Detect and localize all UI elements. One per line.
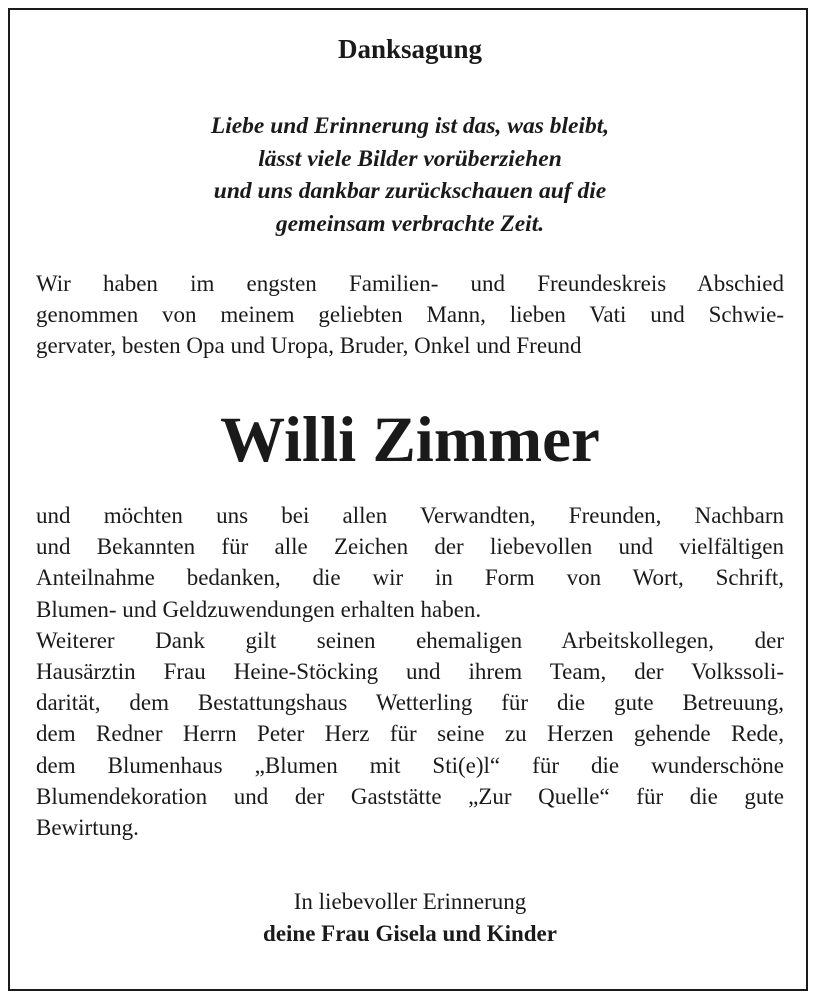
- thanks-line: Blumen- und Geldzuwendungen erhalten haben.: [36, 596, 482, 622]
- intro-line: Wir haben im engsten Familien- und Freundeskreis Abschied: [36, 271, 784, 296]
- thanks-paragraph: [36, 500, 784, 843]
- thanks-line: darität, dem Bestattungshaus Wetterling für die gute Betreuung,: [36, 690, 784, 716]
- thanks-line: Blumendekoration und der Gaststätte „Zur Quelle“ für die gute: [36, 783, 784, 809]
- thanks-line: dem Redner Herrn Peter Herz für seine zu Herzen gehende Rede,: [36, 721, 784, 747]
- verse: [36, 110, 784, 240]
- thanks-line: dem Blumenhaus „Blumen mit Sti(e)l“ für die wunderschöne: [36, 752, 784, 778]
- thanks-line: Bewirtung.: [36, 814, 139, 840]
- thanks-line: und möchten uns bei allen Verwandten, Freunden, Nachbarn: [36, 503, 784, 528]
- thanks-line: Anteilnahme bedanken, die wir in Form von Wort, Schrift,: [36, 565, 784, 591]
- verse-line: Liebe und Erinnerung ist das, was bleibt,: [210, 113, 610, 139]
- verse-line: und uns dankbar zurückschauen auf die: [213, 178, 607, 204]
- thanks-line: Weiterer Dank gilt seinen ehemaligen Arbeitskollegen, der: [36, 627, 784, 653]
- notice-frame: [8, 8, 808, 991]
- deceased-name: Willi Zimmer: [220, 404, 600, 476]
- thanks-line: Hausärztin Frau Heine-Stöcking und ihrem Team, der Volkssoli-: [36, 658, 784, 684]
- intro-line: genommen von meinem geliebten Mann, lieben Vati und Schwie-: [36, 302, 784, 328]
- intro-paragraph: [36, 268, 784, 362]
- intro-line: gervater, besten Opa und Uropa, Bruder, Onkel und Freund: [36, 333, 582, 359]
- verse-line: gemeinsam verbrachte Zeit.: [275, 210, 545, 237]
- thanks-line: und Bekannten für alle Zeichen der liebevollen und vielfältigen: [36, 534, 784, 560]
- closing-line: In liebevoller Erinnerung: [293, 889, 527, 914]
- closing: [36, 886, 784, 950]
- signature: deine Frau Gisela und Kinder: [263, 921, 557, 946]
- verse-line: lässt viele Bilder vorüberziehen: [258, 145, 562, 172]
- notice-title: Danksagung: [337, 34, 483, 64]
